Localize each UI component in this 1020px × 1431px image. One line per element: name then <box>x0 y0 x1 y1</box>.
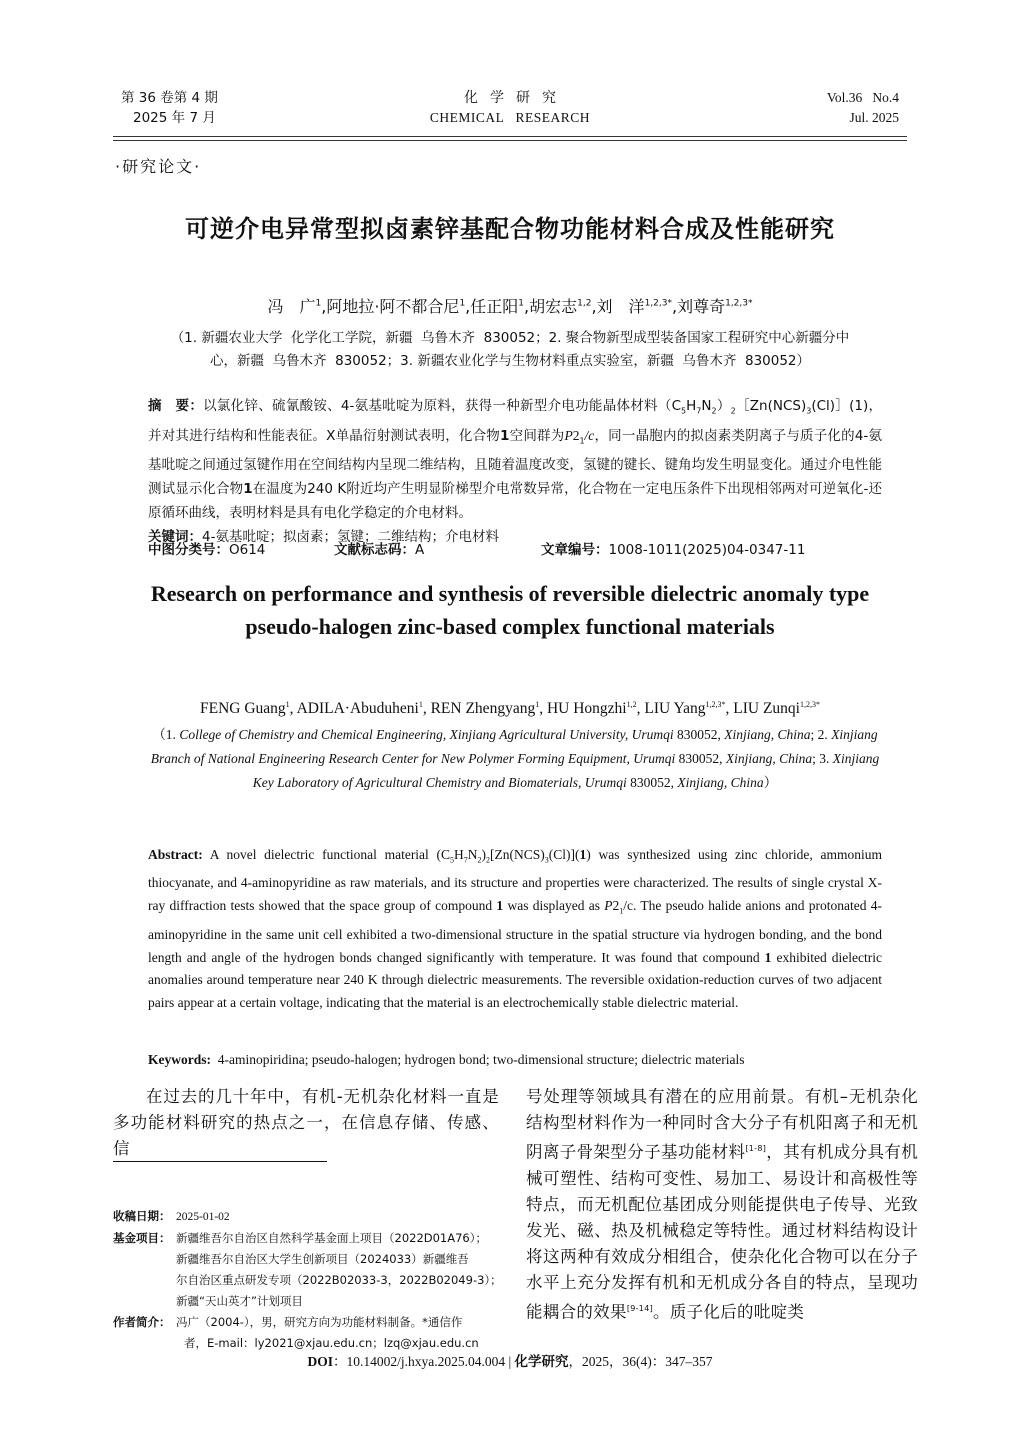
author-zh: 任正阳$^1$ <box>470 297 525 316</box>
affiliations-en: （1. College of Chemistry and Chemical Engineering, Xinjiang Agricultural University, Urumqi 830052, Xinjiang, China; 2. Xinjiang Branch of National Engineering Research Center for New Polymer Forming Equipment, Urumqi 830052, Xinjiang, China; 3. Xinjiang Key Laboratory of Agricultural Chemistry and Biomaterials, Urumqi 830052, Xinjiang, China） <box>150 727 880 790</box>
citation: ，2025，36(4)：347–357 <box>568 1354 713 1369</box>
header-rule-thin <box>113 140 907 141</box>
footnotes <box>113 1206 509 1354</box>
author-zh: 刘 洋$^{1,2,3*}$ <box>596 297 672 316</box>
received-date: 收稿日期： 2025-01-02 <box>113 1209 230 1223</box>
affiliations-zh <box>130 327 890 373</box>
author-bio: 作者简介： 冯广（2004-），男，研究方向为功能材料制备。*通信作 者，E-mail：ly2021@xjau.edu.cn；lzq@xjau.edu.cn <box>113 1312 509 1354</box>
body-paragraph: 号处理等领域具有潜在的应用前景。有机–无机杂化结构型材料作为一种同时含大分子有机阳离子和无机阴离子骨架型分子基功能材料[1-8]，其有机成分具有机械可塑性、结构可变性、易加工、易设计和高极性等特点，而无机配位基团成分则能提供电子传导、光致发光、磁、热及机械稳定等特性。通过材料结构设计将这两种有效成分相组合，使杂化化合物可以在分子水平上充分发挥有机和无机成分各自的特点，呈现功能耦合的效果[9-14]。质子化后的吡啶类 <box>526 1087 919 1321</box>
author-en: LIU Yang$^{1,2,3*}$ <box>644 700 726 718</box>
keywords-en-text: 4-aminopiridina; pseudo-halogen; hydrogen bond; two-dimensional structure; dielectric materials <box>217 1052 745 1067</box>
abstract-zh-label: 摘 要： <box>148 398 204 414</box>
document-code: 文献标志码：A <box>334 542 425 558</box>
authors-en: FENG Guang$^1$, ADILA·Abuduheni$^1$, REN Zhengyang$^1$, HU Hongzhi$^{1,2}$, LIU Yang$^{1,2,3*}$, LIU Zunqi$^{1,2,3*}$ <box>199 700 820 718</box>
issue-number-zh: 第 36 卷第 4 期 <box>121 90 218 106</box>
article-number: 文章编号：1008-1011(2025)04-0347-11 <box>541 542 806 558</box>
author-en: LIU Zunqi$^{1,2,3*}$ <box>733 700 820 718</box>
author-zh: 刘尊奇$^{1,2,3*}$ <box>677 297 753 316</box>
abstract-zh: 摘 要：以氯化锌、硫氰酸铵、4-氨基吡啶为原料，获得一种新型介电功能晶体材料$(C_5H_7N_2)_2[Zn(NCS)_3(Cl)](1)$，并对其进行结构和性能表征。X单晶衍射测试表明，化合物1空间群为$P2_1/c$，同一晶胞内的拟卤素类阴离子与质子化的4-氨基吡啶之间通过氢键作用在空间结构内呈现二维结构，且随着温度改变，氢键的键长、键角均发生明显变化。通过介电性能测试显示化合物1在温度为240 K附近均产生明显阶梯型介电常数异常，化合物在一定电压条件下出现相邻两对可逆氧化-还原循环曲线，表明材料是具有电化学稳定的介电材料。 关键词：4-氨基吡啶；拟卤素；氢键；二维结构；介电材料 <box>148 394 882 549</box>
keywords-en-label: Keywords: <box>148 1052 211 1067</box>
funding: 基金项目： 新疆维吾尔自治区自然科学基金面上项目（2022D01A76）； 新疆维吾尔自治区大学生创新项目（2024033）新疆维吾 尔自治区重点研发专项（2022B02033-3，2022B02049-3）； 新疆“天山英才”计划项目 <box>113 1231 502 1308</box>
header-rule-thick <box>113 136 907 137</box>
section-tag: ·研究论文· <box>115 157 202 176</box>
journal-name <box>380 88 640 128</box>
journal-name-footer: 化学研究 <box>514 1354 569 1370</box>
volume-number-en: Vol.36 No.4 <box>826 90 899 105</box>
author-en: REN Zhengyang$^1$ <box>430 700 540 718</box>
keywords-en <box>148 1049 882 1071</box>
doi-label: DOI <box>307 1354 333 1369</box>
journal-name-zh: 化学研究 <box>464 90 568 106</box>
issue-date-en: Jul. 2025 <box>849 110 899 125</box>
affiliation-line: （1. 新疆农业大学 化学化工学院，新疆 乌鲁木齐 830052；2. 聚合物新型成型装备国家工程研究中心新疆分中 <box>170 330 850 346</box>
title-en: Research on performance and synthesis of reversible dielectric anomaly type pseudo-halogen zinc-based complex functional materials <box>150 581 870 639</box>
author-en: FENG Guang$^1$ <box>199 700 290 718</box>
contact-email[interactable]: 者，E-mail：ly2021@xjau.edu.cn；lzq@xjau.edu.cn <box>184 1336 479 1350</box>
issue-info-en <box>739 88 899 128</box>
title-zh: 可逆介电异常型拟卤素锌基配合物功能材料合成及性能研究 <box>185 215 835 243</box>
author-en: ADILA·Abuduheni$^1$ <box>296 700 423 718</box>
citation-ref[interactable]: [1-8] <box>745 1144 767 1153</box>
clc-number: 中图分类号：O614 <box>148 542 266 558</box>
authors-zh: 冯 广$^1$,阿地拉·阿不都合尼$^1$,任正阳$^1$,胡宏志$^{1,2}$,刘 洋$^{1,2,3*}$,刘尊奇$^{1,2,3*}$ <box>267 297 753 316</box>
abstract-en-label: Abstract: <box>148 847 203 862</box>
keywords-zh-label: 关键词： <box>148 529 202 546</box>
doi-footer: DOI：10.14002/j.hxya.2025.04.004 | 化学研究，2025，36(4)：347–357 <box>307 1354 713 1370</box>
footnote-rule <box>113 1161 327 1162</box>
citation-ref[interactable]: [9-14] <box>626 1303 654 1313</box>
doi-link[interactable]: ：10.14002/j.hxya.2025.04.004 <box>332 1354 506 1369</box>
body-paragraph: 在过去的几十年中，有机-无机杂化材料一直是多功能材料研究的热点之一，在信息存储、传感、信 <box>113 1087 499 1158</box>
abstract-en: Abstract: A novel dielectric functional material $(C_5H_7N_2)_2[Zn(NCS)_3(Cl)](1)$ was synthesized using zinc chloride, ammonium thiocyanate, and 4-aminopyridine as raw materials, and its structure and properties were characterized. The results of single crystal X-ray diffraction tests showed that the space group of compound 1 was displayed as $P2_1/c$. The pseudo halide anions and protonated 4-aminopyridine in the same unit cell exhibited a two-dimensional structure in the spatial structure via hydrogen bonding, and the bond length and angle of the hydrogen bonds changed significantly with temperature. It was found that compound 1 exhibited dielectric anomalies around temperature near 240 K through dielectric measurements. The reversible oxidation-reduction curves of two adjacent pairs appear at a certain voltage, indicating that the material is an electrochemically stable dielectric material. <box>148 847 882 1011</box>
body-column-left <box>113 1084 499 1162</box>
author-zh: 阿地拉·阿不都合尼$^1$ <box>326 297 466 316</box>
author-zh: 胡宏志$^{1,2}$ <box>529 297 592 316</box>
keywords-zh-text: 4-氨基吡啶；拟卤素；氢键；二维结构；介电材料 <box>202 529 499 546</box>
classification-row <box>148 538 882 562</box>
issue-info-zh <box>121 88 261 128</box>
author-en: HU Hongzhi$^{1,2}$ <box>546 700 637 718</box>
affiliation-line: 心，新疆 乌鲁木齐 830052；3. 新疆农业化学与生物材料重点实验室，新疆 乌鲁木齐 830052） <box>209 353 811 369</box>
journal-name-en: CHEMICAL RESEARCH <box>429 110 591 125</box>
issue-date-zh: 2025 年 7 月 <box>133 110 216 126</box>
author-zh: 冯 广$^1$ <box>267 297 322 316</box>
body-column-right <box>526 1084 918 1325</box>
